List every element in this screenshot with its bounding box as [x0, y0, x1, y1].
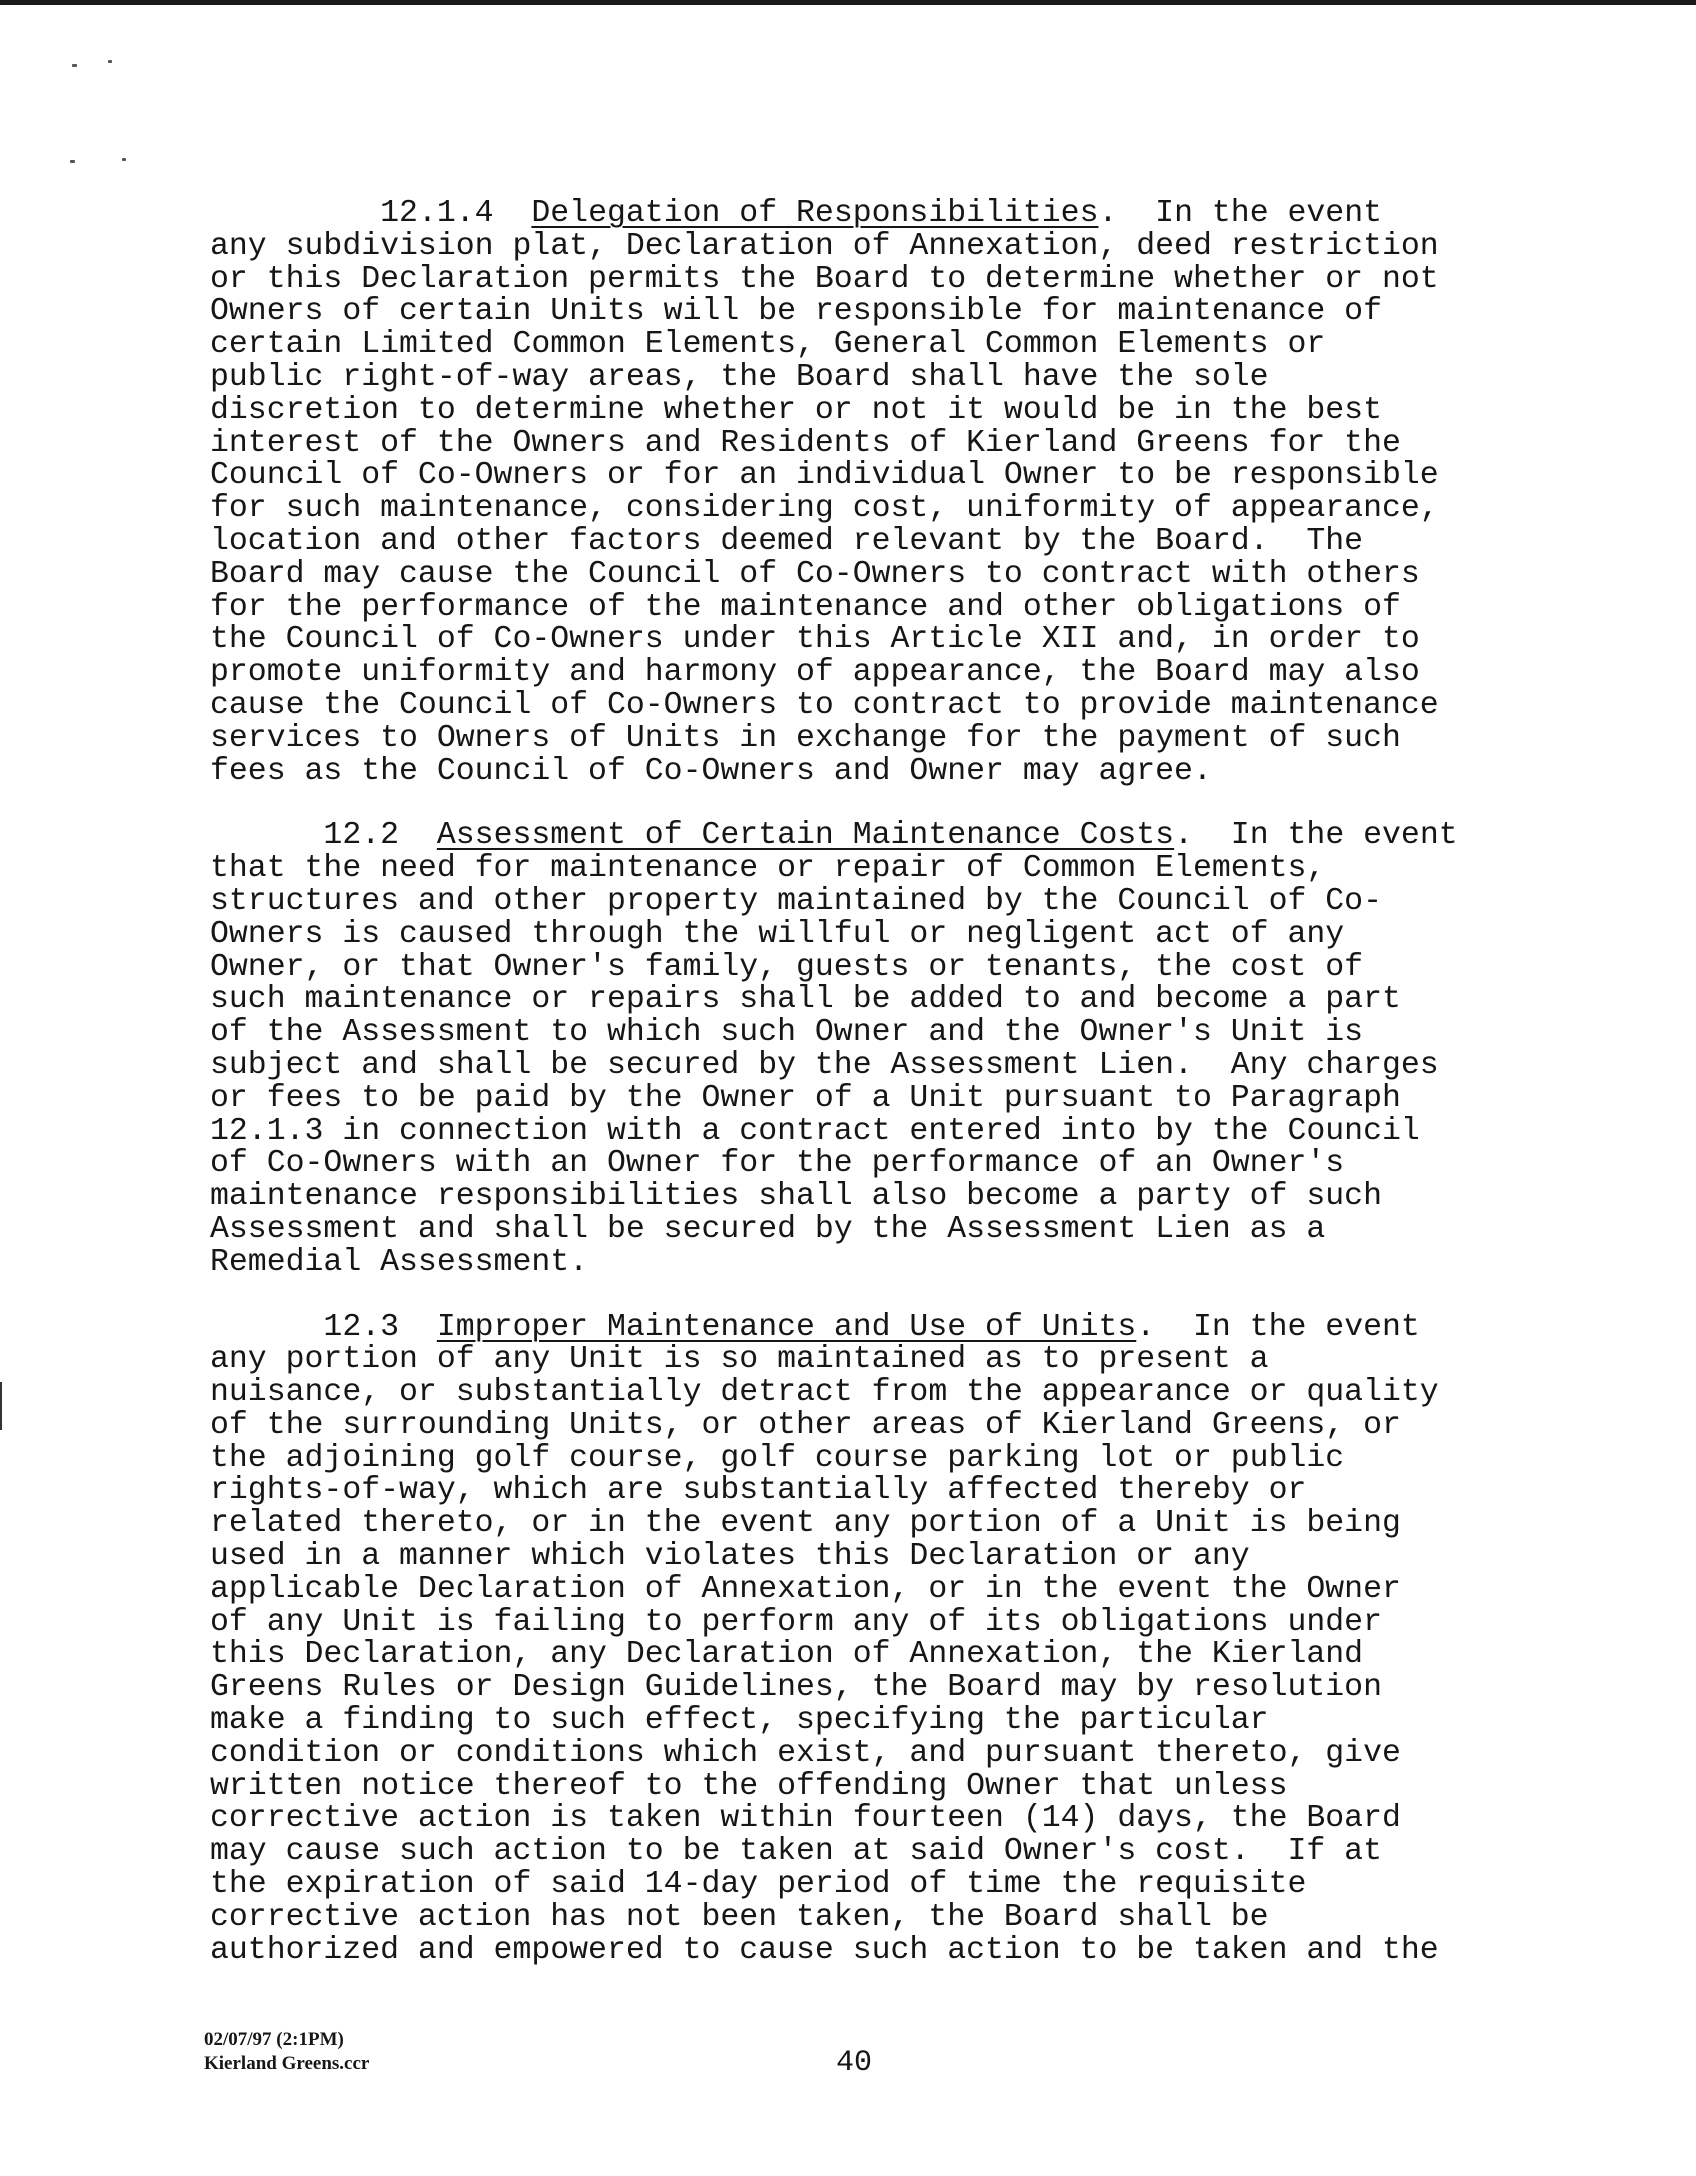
footer-filename: Kierland Greens.ccr	[204, 2053, 370, 2074]
text-line: the Council of Co-Owners under this Article XII and, in order to	[210, 622, 1420, 658]
text-line: such maintenance or repairs shall be added to and become a part	[210, 982, 1401, 1018]
section-heading: Improper Maintenance and Use of Units	[436, 1309, 1137, 1345]
text-line: certain Limited Common Elements, General Common Elements or	[210, 327, 1326, 363]
section-heading: Assessment of Certain Maintenance Costs	[436, 818, 1175, 854]
text-line: may cause such action to be taken at said Owner's cost. If at	[210, 1834, 1382, 1870]
text-line: make a finding to such effect, specifying the particular	[210, 1703, 1269, 1739]
text-line: maintenance responsibilities shall also become a party of such	[210, 1179, 1382, 1215]
document-body	[210, 198, 1540, 1967]
line-text: . In the event	[1174, 818, 1458, 854]
section-heading: Delegation of Responsibilities	[531, 196, 1099, 231]
text-line: for such maintenance, considering cost, uniformity of appearance,	[210, 491, 1439, 527]
line-text	[494, 196, 532, 231]
text-line: of Co-Owners with an Owner for the performance of an Owner's	[210, 1146, 1345, 1182]
document-footer-meta	[204, 2028, 369, 2076]
footer-date: 02/07/97 (2:1PM)	[204, 2029, 344, 2050]
text-line: Owners of certain Units will be responsible for maintenance of	[210, 294, 1382, 330]
line-text	[399, 1310, 437, 1345]
scan-speck	[122, 158, 126, 161]
paragraph-12-2	[210, 820, 1540, 1279]
text-line: promote uniformity and harmony of appearance, the Board may also	[210, 655, 1420, 691]
text-line: of the surrounding Units, or other areas of Kierland Greens, or	[210, 1407, 1401, 1443]
text-line: nuisance, or substantially detract from the appearance or quality	[210, 1375, 1439, 1411]
text-line: any portion of any Unit is so maintained as to present a	[210, 1342, 1269, 1378]
section-number: 12.1.4	[380, 196, 494, 231]
text-line: interest of the Owners and Residents of Kierland Greens for the	[210, 425, 1401, 461]
text-line: cause the Council of Co-Owners to contract to provide maintenance	[210, 687, 1439, 723]
scan-speck	[108, 60, 112, 63]
text-line: Owners is caused through the willful or negligent act of any	[210, 916, 1345, 952]
line-text	[210, 1310, 323, 1345]
text-line: Greens Rules or Design Guidelines, the Board may by resolution	[210, 1670, 1382, 1706]
text-line: Assessment and shall be secured by the Assessment Lien as a	[210, 1211, 1326, 1247]
text-line: that the need for maintenance or repair of Common Elements,	[210, 851, 1326, 887]
scan-speck	[72, 64, 77, 67]
scan-margin-mark	[0, 1382, 2, 1430]
text-line	[210, 198, 1540, 231]
text-line: any subdivision plat, Declaration of Annexation, deed restriction	[210, 228, 1439, 264]
line-text: . In the event	[1136, 1309, 1420, 1345]
paragraph-12-3	[210, 1309, 1540, 1968]
text-line: applicable Declaration of Annexation, or in the event the Owner	[210, 1571, 1401, 1607]
text-line: for the performance of the maintenance and other obligations of	[210, 589, 1401, 625]
text-line: 12.1.3 in connection with a contract entered into by the Council	[210, 1113, 1420, 1149]
text-line: Owner, or that Owner's family, guests or tenants, the cost of	[210, 949, 1364, 985]
text-line: or this Declaration permits the Board to determine whether or not	[210, 261, 1439, 297]
text-line: subject and shall be secured by the Assessment Lien. Any charges	[210, 1047, 1439, 1083]
text-line: fees as the Council of Co-Owners and Owner may agree.	[210, 753, 1212, 789]
text-line: public right-of-way areas, the Board shall have the sole	[210, 359, 1269, 395]
text-line: the adjoining golf course, golf course parking lot or public	[210, 1440, 1345, 1476]
line-text: . In the event	[1098, 196, 1383, 231]
text-line: used in a manner which violates this Declaration or any	[210, 1539, 1250, 1575]
text-line: of the Assessment to which such Owner and the Owner's Unit is	[210, 1015, 1364, 1051]
section-number: 12.2	[323, 818, 400, 854]
text-line: of any Unit is failing to perform any of its obligations under	[210, 1604, 1382, 1640]
section-number: 12.3	[323, 1309, 400, 1345]
scan-speck	[70, 160, 75, 163]
text-line	[210, 1309, 1540, 1345]
text-line: corrective action is taken within fourteen (14) days, the Board	[210, 1801, 1401, 1837]
text-line: condition or conditions which exist, and pursuant thereto, give	[210, 1735, 1401, 1771]
line-text	[399, 818, 437, 853]
text-line	[210, 820, 1540, 853]
text-line: authorized and empowered to cause such action to be taken and the	[210, 1932, 1439, 1968]
paragraph-12-1-4	[210, 198, 1540, 788]
text-line: related thereto, or in the event any portion of a Unit is being	[210, 1506, 1401, 1542]
line-text	[210, 196, 380, 231]
text-line: Board may cause the Council of Co-Owners to contract with others	[210, 556, 1420, 592]
text-line: corrective action has not been taken, the Board shall be	[210, 1899, 1269, 1935]
text-line: Council of Co-Owners or for an individual Owner to be responsible	[210, 458, 1439, 494]
text-line: written notice thereof to the offending Owner that unless	[210, 1768, 1288, 1804]
scan-top-edge	[0, 0, 1696, 5]
page-number: 40	[836, 2046, 873, 2080]
text-line: location and other factors deemed relevant by the Board. The	[210, 523, 1364, 559]
text-line: this Declaration, any Declaration of Annexation, the Kierland	[210, 1637, 1364, 1673]
line-text	[210, 818, 323, 853]
text-line: services to Owners of Units in exchange for the payment of such	[210, 720, 1401, 756]
text-line: the expiration of said 14-day period of time the requisite	[210, 1867, 1307, 1903]
text-line: structures and other property maintained by the Council of Co-	[210, 883, 1382, 919]
text-line: or fees to be paid by the Owner of a Unit pursuant to Paragraph	[210, 1080, 1401, 1116]
text-line: Remedial Assessment.	[210, 1244, 589, 1280]
text-line: discretion to determine whether or not it would be in the best	[210, 392, 1382, 428]
text-line: rights-of-way, which are substantially affected thereby or	[210, 1473, 1307, 1509]
